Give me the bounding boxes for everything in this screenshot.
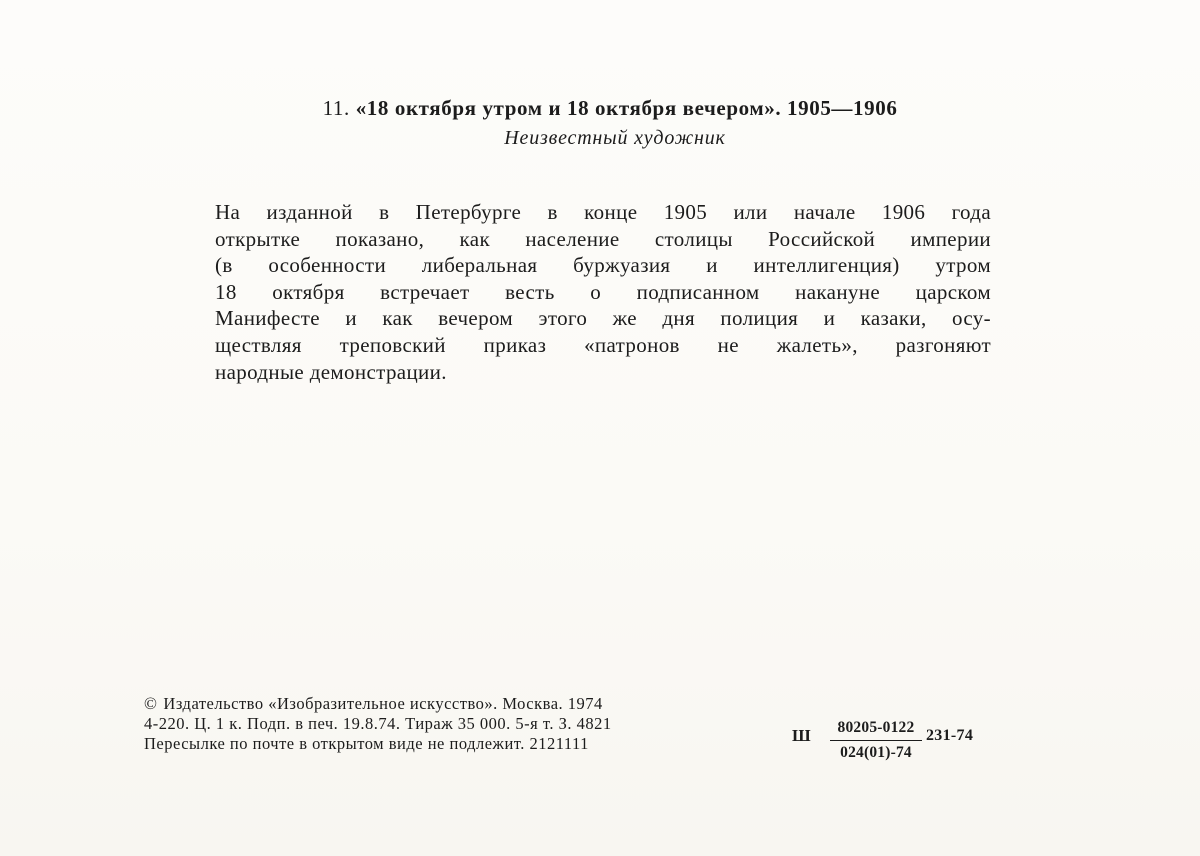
description-line: 18 октября встречает весть о подписанном накануне царском: [215, 279, 991, 304]
description-line: ществляя треповский приказ «патронов не жалеть», разгоняют: [215, 332, 991, 357]
description-line: На изданной в Петербурге в конце 1905 или начале 1906 года: [215, 200, 991, 224]
description-line: Манифесте и как вечером этого же дня полиция и казаки, осу-: [215, 306, 991, 331]
description-line: (в особенности либеральная буржуазия и интеллигенция) утром: [215, 253, 991, 278]
description-line: народные демонстрации.: [215, 359, 447, 384]
artist-name: Неизвестный художник: [504, 127, 726, 149]
imprint-publisher-text: Издательство «Изобразительное искусство». Москва. 1974: [163, 694, 603, 713]
description-line: открытке показано, как население столицы Российской империи: [215, 226, 991, 251]
catalog-code-suffix: 231-74: [926, 727, 974, 744]
artwork-name: «18 октября утром и 18 октября вечером». 1905—1906: [355, 96, 898, 120]
catalog-code-letter: Ш: [792, 726, 811, 745]
copyright-icon: ©: [144, 694, 158, 713]
artwork-title: [323, 96, 898, 121]
description-text: [215, 199, 991, 385]
catalog-code-fraction: [830, 718, 922, 763]
catalog-code-numerator: 80205-0122: [837, 719, 915, 736]
postcard-heading: [0, 96, 1200, 121]
imprint-line-publisher: [144, 694, 784, 714]
catalog-code-denominator: 024(01)-74: [840, 744, 912, 761]
imprint-line-print-details: 4-220. Ц. 1 к. Подп. в печ. 19.8.74. Тираж 35 000. 5-я т. З. 4821: [144, 714, 612, 733]
fraction-bar: [830, 740, 922, 741]
publisher-imprint: [144, 694, 784, 754]
catalog-code: [792, 718, 992, 764]
imprint-line-postal-note: Пересылке по почте в открытом виде не подлежит. 2121111: [144, 734, 589, 753]
artwork-number: 11.: [322, 96, 350, 120]
